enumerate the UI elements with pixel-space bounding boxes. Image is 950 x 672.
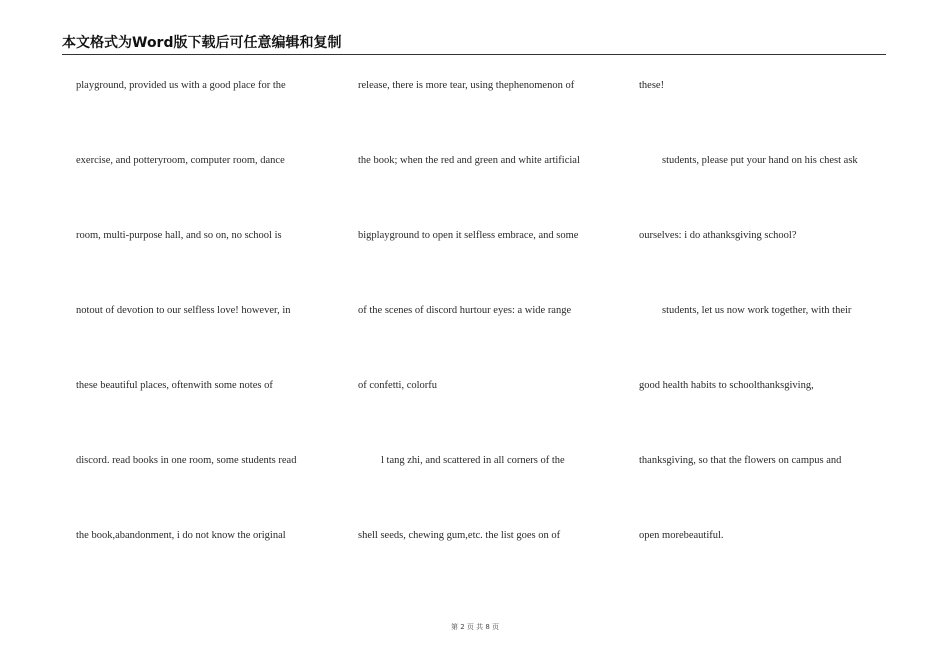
text-line: open morebeautiful.: [639, 530, 724, 541]
text-line: the book,abandonment, i do not know the original: [76, 530, 286, 541]
text-line: students, let us now work together, with their: [662, 305, 852, 316]
text-line: these beautiful places, oftenwith some notes of: [76, 380, 273, 391]
text-line: of the scenes of discord hurtour eyes: a wide range: [358, 305, 572, 316]
text-line: good health habits to schoolthanksgiving,: [639, 380, 814, 391]
text-line: thanksgiving, so that the flowers on campus and: [639, 455, 842, 466]
page-number: 第 2 页 共 8 页: [450, 623, 500, 631]
text-column-2: [358, 0, 620, 672]
text-column-1: [76, 0, 338, 672]
text-line: playground, provided us with a good place for the: [76, 80, 286, 91]
text-line: of confetti, colorfu: [358, 380, 438, 391]
text-line: discord. read books in one room, some students read: [76, 455, 297, 466]
text-line: these!: [639, 80, 665, 91]
text-line: l tang zhi, and scattered in all corners of the: [381, 455, 565, 466]
text-line: bigplayground to open it selfless embrace, and some: [358, 230, 579, 241]
text-line: exercise, and potteryroom, computer room, dance: [76, 155, 285, 166]
text-line: the book; when the red and green and white artificial: [358, 155, 580, 166]
text-line: release, there is more tear, using thephenomenon of: [358, 80, 575, 91]
text-line: students, please put your hand on his chest ask: [662, 155, 858, 166]
header-title: 本文格式为Word版下载后可任意编辑和复制: [62, 35, 342, 51]
text-line: ourselves: i do athanksgiving school?: [639, 230, 797, 241]
text-column-3: [639, 0, 901, 672]
text-line: room, multi-purpose hall, and so on, no school is: [76, 230, 282, 241]
text-line: shell seeds, chewing gum,etc. the list goes on of: [358, 530, 561, 541]
text-line: notout of devotion to our selfless love! however, in: [76, 305, 291, 316]
